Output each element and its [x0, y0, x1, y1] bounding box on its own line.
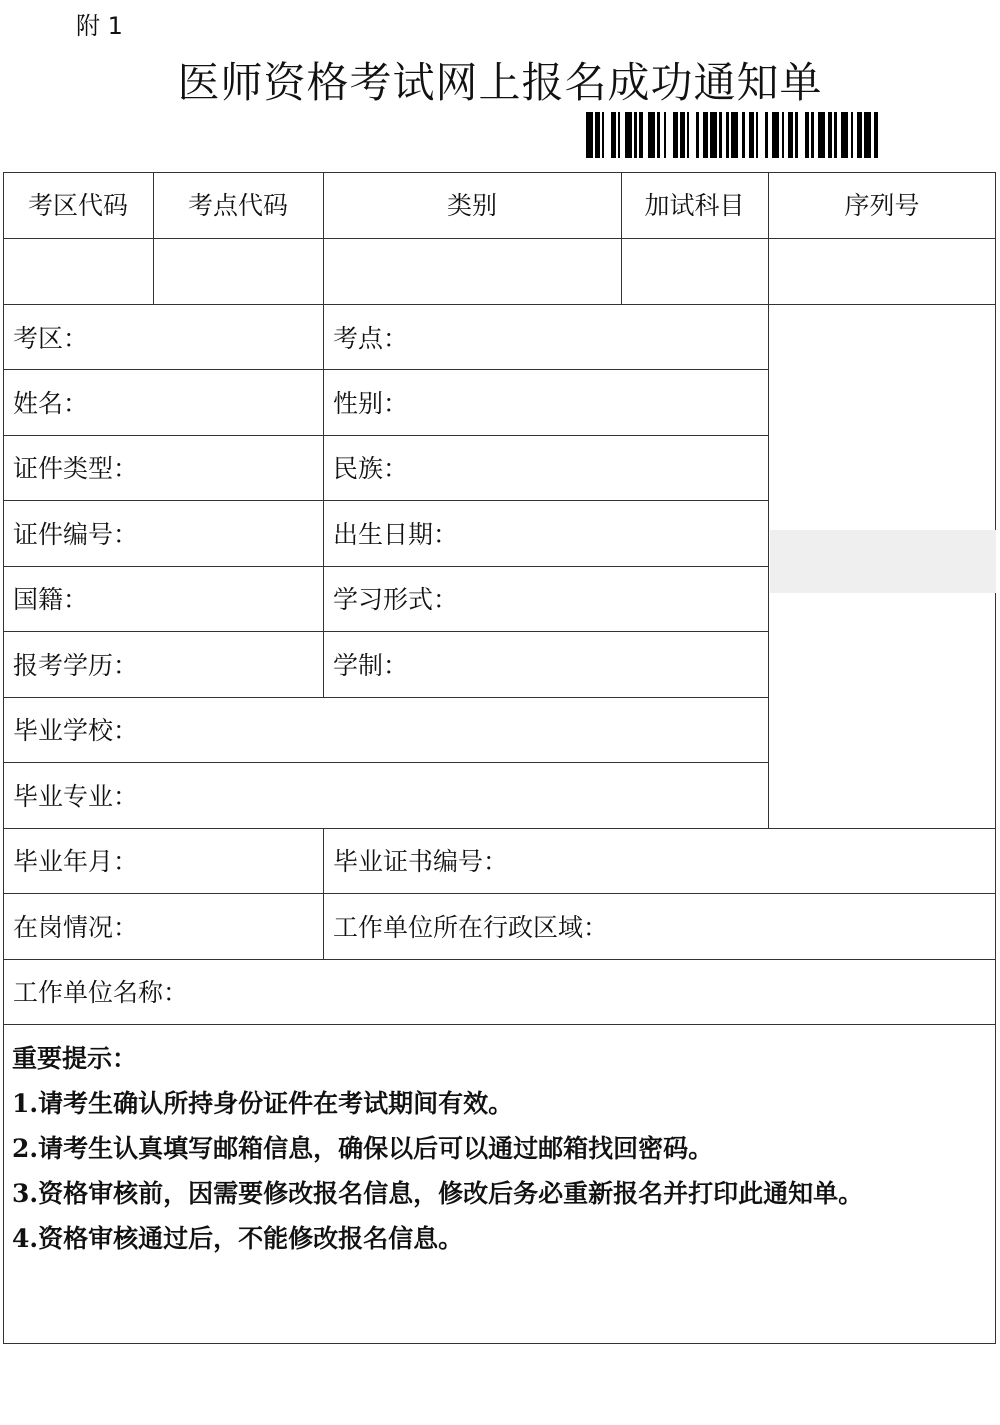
field-ethnicity: 民族： — [333, 454, 409, 483]
field-birth-date: 出生日期： — [333, 520, 459, 549]
field-graduate-major: 毕业专业： — [13, 782, 139, 811]
field-study-length: 学制： — [333, 651, 409, 680]
field-study-form: 学习形式： — [333, 585, 459, 614]
field-gender: 性别： — [333, 389, 409, 418]
important-notes — [12, 1036, 972, 1261]
header-exam-area-code: 考区代码 — [27, 191, 128, 220]
page-title: 医师资格考试网上报名成功通知单 — [177, 58, 823, 107]
field-work-region: 工作单位所在行政区域： — [333, 913, 609, 942]
note-item: 4.资格审核通过后，不能修改报名信息。 — [12, 1224, 464, 1253]
barcode-image — [586, 112, 976, 158]
header-exam-site-code: 考点代码 — [187, 191, 288, 220]
notes-heading: 重要提示： — [12, 1044, 138, 1073]
field-education: 报考学历： — [13, 651, 139, 680]
note-item: 2.请考生认真填写邮箱信息，确保以后可以通过邮箱找回密码。 — [12, 1134, 714, 1163]
note-item: 1.请考生确认所持身份证件在考试期间有效。 — [12, 1089, 514, 1118]
field-exam-area: 考区： — [13, 324, 89, 353]
attachment-label: 附 1 — [76, 12, 123, 40]
field-id-number: 证件编号： — [13, 520, 139, 549]
field-diploma-number: 毕业证书编号： — [333, 847, 509, 876]
note-item: 3.资格审核前，因需要修改报名信息，修改后务必重新报名并打印此通知单。 — [12, 1179, 864, 1208]
field-exam-site: 考点： — [333, 324, 409, 353]
field-nationality: 国籍： — [13, 585, 89, 614]
photo-area — [770, 530, 996, 593]
field-work-unit-name: 工作单位名称： — [13, 978, 189, 1007]
header-serial-number: 序列号 — [844, 191, 920, 220]
field-job-status: 在岗情况： — [13, 913, 139, 942]
header-extra-subject: 加试科目 — [644, 191, 745, 220]
field-graduate-school: 毕业学校： — [13, 716, 139, 745]
header-category: 类别 — [446, 191, 497, 220]
field-id-type: 证件类型： — [13, 454, 139, 483]
field-name: 姓名： — [13, 389, 89, 418]
field-graduate-date: 毕业年月： — [13, 847, 139, 876]
